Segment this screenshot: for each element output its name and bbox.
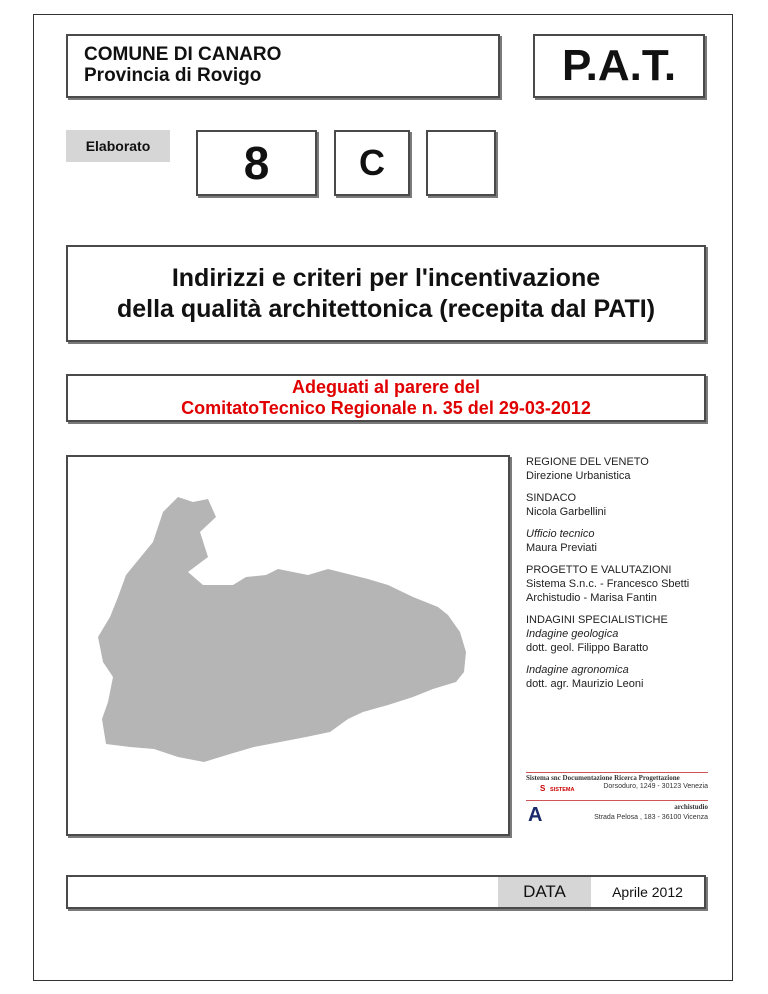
- comune-name: COMUNE DI CANARO: [84, 44, 282, 65]
- elaborato-number: 8: [196, 130, 317, 196]
- sistema-title: Sistema snc Documentazione Ricerca Progettazione: [526, 774, 680, 782]
- progetto-label: PROGETTO E VALUTAZIONI: [526, 564, 672, 576]
- pat-box: [533, 34, 705, 98]
- comune-box: [66, 34, 500, 98]
- sistema-name: SISTEMA: [550, 787, 575, 793]
- adeguamento-box: [66, 374, 706, 422]
- title-line-1: Indirizzi e criteri per l'incentivazione: [171, 263, 601, 292]
- date-label: DATA: [498, 877, 591, 907]
- ufficio-name: Maura Previati: [526, 542, 597, 554]
- municipality-shape: [68, 457, 508, 834]
- ufficio-label: Ufficio tecnico: [526, 528, 595, 540]
- progetto-line-2: Archistudio - Marisa Fantin: [526, 592, 657, 604]
- date-value: Aprile 2012: [612, 884, 683, 900]
- archistudio-name: archistudio: [674, 803, 708, 811]
- adeguamento-line-1: Adeguati al parere del: [291, 377, 481, 397]
- elaborato-label: Elaborato: [66, 130, 170, 162]
- date-bar: [66, 875, 706, 909]
- territory-map: [66, 455, 510, 836]
- document-title: [66, 245, 706, 342]
- elaborato-extra: [426, 130, 496, 196]
- pat-label: P.A.T.: [561, 41, 677, 90]
- sindaco-label: SINDACO: [526, 492, 577, 504]
- regione-label: REGIONE DEL VENETO: [526, 456, 649, 468]
- sistema-address: Dorsoduro, 1249 - 30123 Venezia: [603, 783, 708, 790]
- sistema-logo-icon: S: [540, 784, 546, 793]
- direzione-label: Direzione Urbanistica: [526, 470, 631, 482]
- geologica-label: Indagine geologica: [526, 628, 619, 640]
- sindaco-name: Nicola Garbellini: [526, 506, 607, 518]
- archistudio-address: Strada Pelosa , 183 - 36100 Vicenza: [594, 814, 708, 821]
- geologica-name: dott. geol. Filippo Baratto: [526, 642, 649, 654]
- credits-block: [526, 455, 716, 699]
- agronomica-label: Indagine agronomica: [526, 664, 629, 676]
- adeguamento-line-2: ComitatoTecnico Regionale n. 35 del 29-03-2012: [181, 398, 591, 418]
- elaborato-letter: C: [334, 130, 410, 196]
- archistudio-logo-icon: A: [528, 804, 543, 826]
- indagini-label: INDAGINI SPECIALISTICHE: [526, 614, 668, 626]
- progetto-line-1: Sistema S.n.c. - Francesco Sbetti: [526, 578, 690, 590]
- studio-logos: [526, 770, 708, 830]
- logo-top-rule: [526, 772, 708, 773]
- logo-middle-rule: [526, 800, 708, 801]
- agronomica-name: dott. agr. Maurizio Leoni: [526, 678, 644, 690]
- provincia-name: Provincia di Rovigo: [84, 65, 262, 86]
- title-line-2: della qualità architettonica (recepita dal PATI): [116, 294, 656, 323]
